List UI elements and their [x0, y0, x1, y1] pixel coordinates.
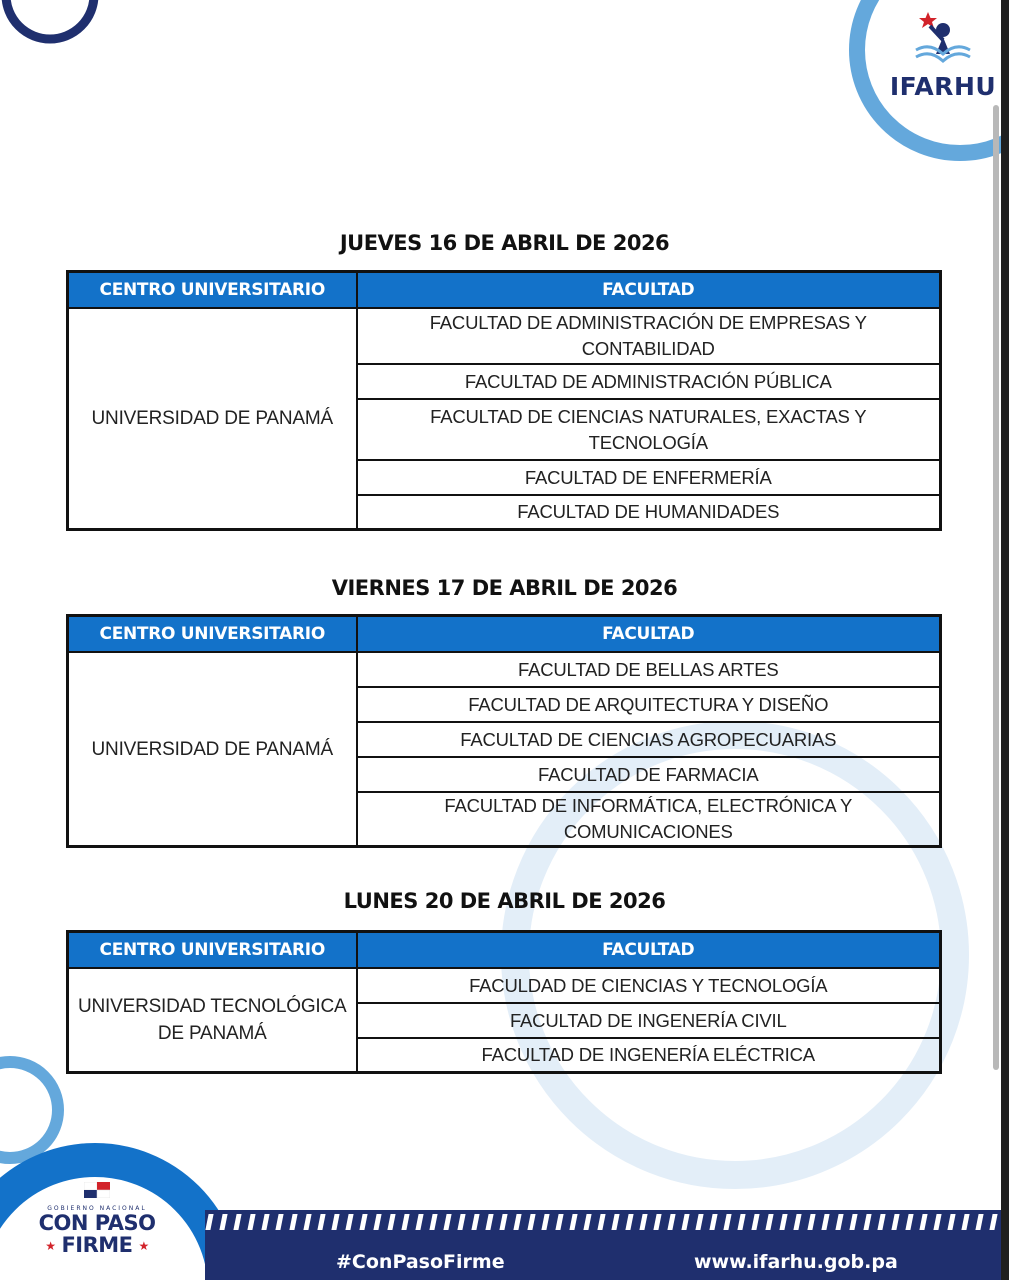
schedule-table-3	[66, 930, 942, 1074]
table-header-row	[68, 932, 941, 969]
section-title-3: LUNES 20 DE ABRIL DE 2026	[343, 889, 666, 913]
faculty-cell: FACULTAD DE CIENCIAS NATURALES, EXACTAS Y TECNOLOGÍA	[357, 399, 941, 460]
footer-website-link[interactable]: www.ifarhu.gob.pa	[694, 1251, 898, 1273]
header-center: CENTRO UNIVERSITARIO	[68, 932, 357, 969]
ifarhu-logo	[888, 10, 998, 110]
star-icon: ★	[45, 1239, 56, 1253]
gov-line1: CON PASO	[38, 1211, 156, 1235]
faculty-cell: FACULTAD DE HUMANIDADES	[357, 495, 941, 530]
table-row	[68, 652, 941, 687]
logo-text: IFARHU	[889, 72, 997, 101]
window-edge	[1001, 0, 1009, 1280]
corner-arc-topleft	[6, 0, 94, 39]
header-faculty: FACULTAD	[357, 616, 941, 653]
section-title-2: VIERNES 17 DE ABRIL DE 2026	[331, 576, 678, 600]
section-title-1: JUEVES 16 DE ABRIL DE 2026	[339, 231, 670, 255]
table-header-row	[68, 616, 941, 653]
center-cell: UNIVERSIDAD DE PANAMÁ	[68, 652, 357, 847]
table-row	[68, 308, 941, 364]
table-row	[68, 968, 941, 1003]
footer-hashtag: #ConPasoFirme	[336, 1251, 505, 1273]
corner-arc-bottomleft-small	[0, 1062, 58, 1158]
header-center: CENTRO UNIVERSITARIO	[68, 272, 357, 309]
gov-small-text: GOBIERNO NACIONAL	[47, 1205, 147, 1212]
schedule-table-1	[66, 270, 942, 531]
faculty-cell: FACULDAD DE CIENCIAS Y TECNOLOGÍA	[357, 968, 941, 1003]
faculty-cell: FACULTAD DE INGENERÍA CIVIL	[357, 1003, 941, 1038]
header-faculty: FACULTAD	[357, 932, 941, 969]
panama-flag-icon	[84, 1182, 110, 1198]
gobierno-nacional-logo	[22, 1182, 172, 1257]
faculty-cell: FACULTAD DE ARQUITECTURA Y DISEÑO	[357, 687, 941, 722]
header-center: CENTRO UNIVERSITARIO	[68, 616, 357, 653]
faculty-cell: FACULTAD DE FARMACIA	[357, 757, 941, 792]
header-faculty: FACULTAD	[357, 272, 941, 309]
faculty-cell: FACULTAD DE CIENCIAS AGROPECUARIAS	[357, 722, 941, 757]
faculty-cell: FACULTAD DE INFORMÁTICA, ELECTRÓNICA Y COMUNICACIONES	[357, 792, 941, 847]
table-header-row	[68, 272, 941, 309]
schedule-table-2	[66, 614, 942, 848]
star-icon: ★	[138, 1239, 149, 1253]
gov-line2: FIRME	[61, 1233, 133, 1257]
faculty-cell: FACULTAD DE ADMINISTRACIÓN DE EMPRESAS Y CONTABILIDAD	[357, 308, 941, 364]
faculty-cell: FACULTAD DE INGENERÍA ELÉCTRICA	[357, 1038, 941, 1073]
faculty-cell: FACULTAD DE ENFERMERÍA	[357, 460, 941, 495]
faculty-cell: FACULTAD DE ADMINISTRACIÓN PÚBLICA	[357, 364, 941, 399]
ifarhu-emblem-icon	[908, 10, 978, 68]
center-cell: UNIVERSIDAD TECNOLÓGICA DE PANAMÁ	[68, 968, 357, 1073]
footer-hatch-pattern	[205, 1212, 1001, 1232]
center-cell: UNIVERSIDAD DE PANAMÁ	[68, 308, 357, 530]
faculty-cell: FACULTAD DE BELLAS ARTES	[357, 652, 941, 687]
